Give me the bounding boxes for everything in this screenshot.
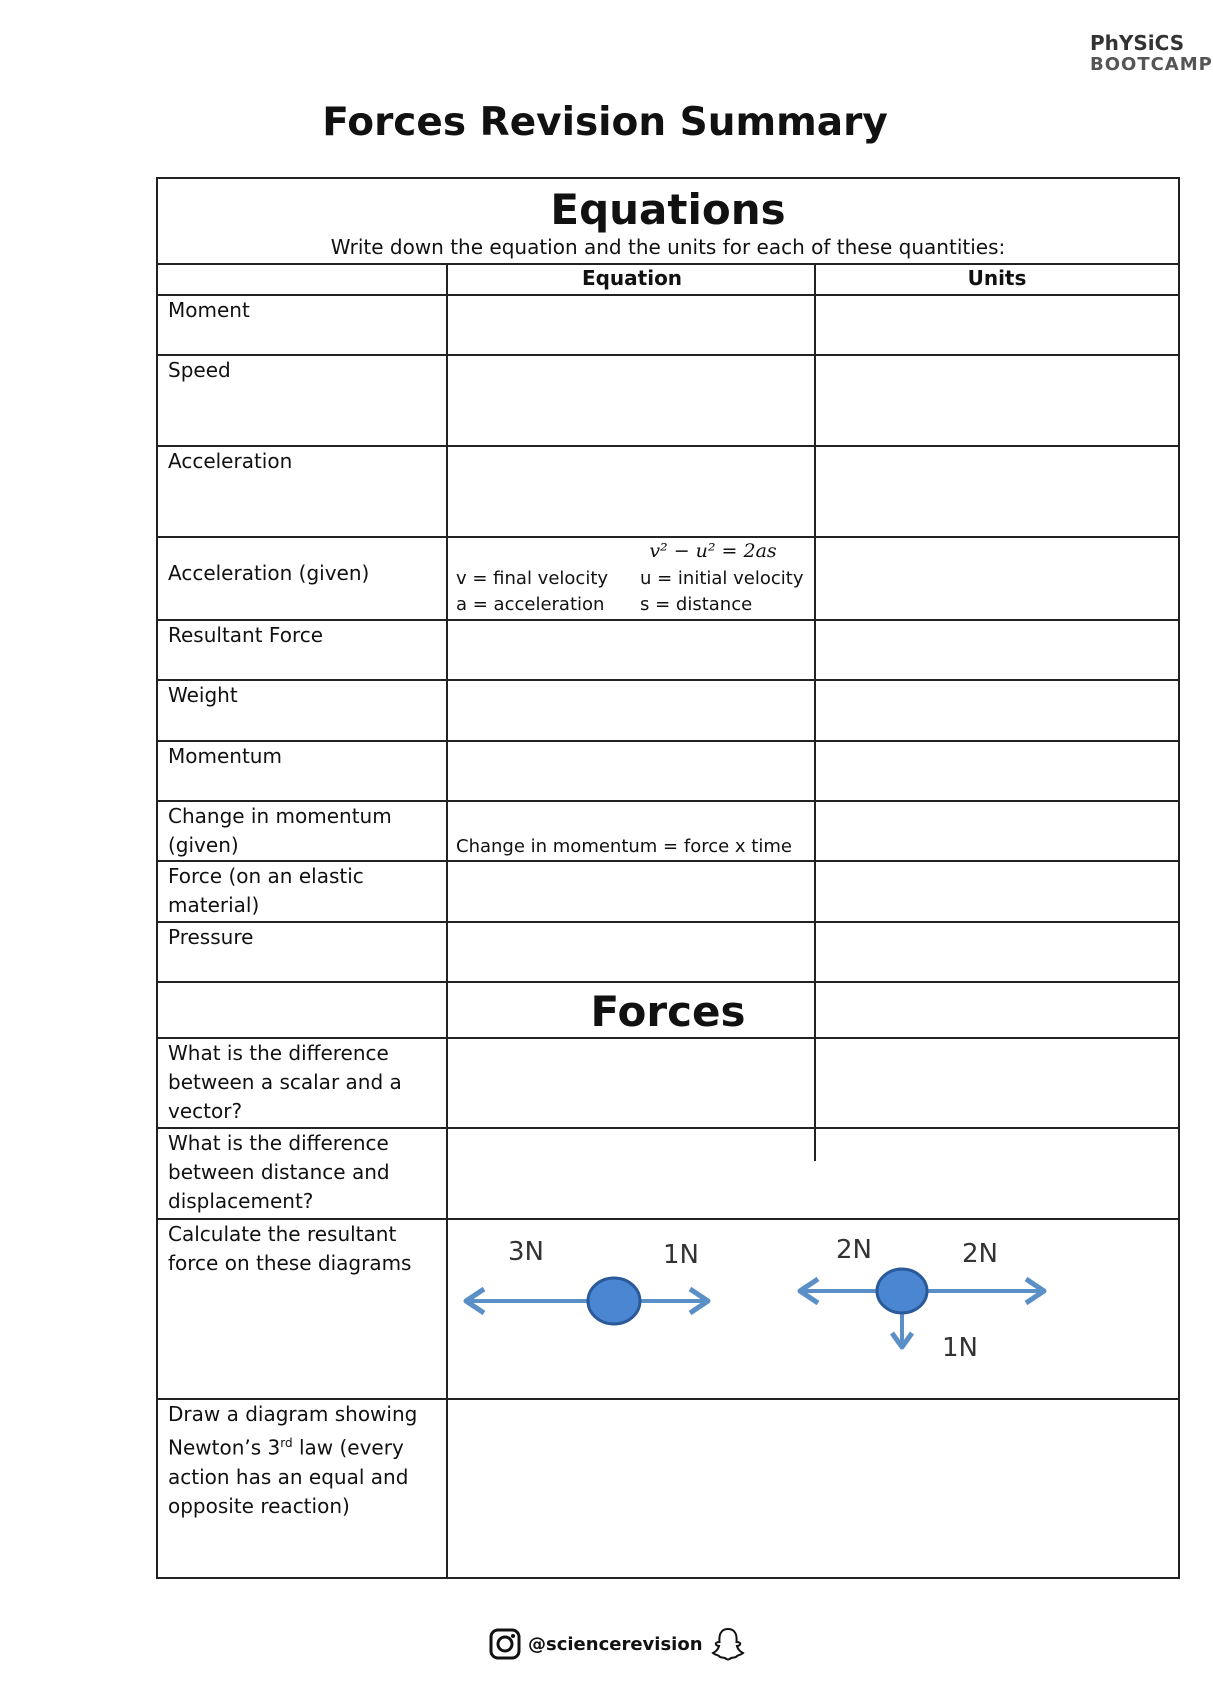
ball [877,1269,927,1313]
suvat-u-definition: u = initial velocity [640,568,804,589]
column-header-equation: Equation [581,266,683,290]
row-label-acceleration-given: Acceleration (given) [168,561,370,585]
newton-label-superscript: rd [280,1436,293,1450]
row-label-weight: Weight [168,683,238,707]
social-handle: @sciencerevision [528,1633,703,1655]
divider [158,981,1178,983]
suvat-v-definition: v = final velocity [456,568,609,589]
diagram2-left-force: 2N [836,1235,872,1265]
divider [446,1037,448,1579]
footer [488,1624,747,1664]
equations-instruction: Write down the equation and the units for each of these quantities: [330,235,1006,259]
page-title: Forces Revision Summary [322,100,888,145]
divider [158,263,1178,265]
force-diagram-2 [788,1219,1058,1349]
row-label-resultant-diagrams: Calculate the resultant force on these diagrams [168,1222,412,1275]
suvat-a-definition: a = acceleration [456,594,605,615]
snapchat-icon [709,1625,747,1663]
diagram2-right-force: 2N [962,1239,998,1269]
newton-label-part2: law (every action has an equal and opposite reaction) [168,1435,409,1518]
row-label-moment: Moment [168,298,250,322]
equations-heading: Equations [550,185,786,234]
column-header-units: Units [967,266,1027,290]
row-label-acceleration: Acceleration [168,449,293,473]
newton-label-part1: Draw a diagram showing Newton’s 3 [168,1402,418,1460]
diagram1-right-force: 1N [663,1240,699,1270]
logo-line1: PhYSiCS [1090,31,1185,55]
row-label-resultant-force: Resultant Force [168,623,324,647]
divider [158,536,1178,538]
diagram2-down-force: 1N [942,1333,978,1363]
logo-line2: BOOTCAMP [1090,54,1213,75]
momentum-given-equation: Change in momentum = force x time [456,836,792,857]
revision-table [156,177,1180,1579]
suvat-formula: v² − u² = 2as [649,540,777,562]
row-label-speed: Speed [168,358,231,382]
suvat-s-definition: s = distance [640,594,753,615]
row-label-momentum: Momentum [168,744,282,768]
row-label-change-in-momentum: Change in momentum (given) [168,804,392,857]
forces-heading: Forces [590,987,746,1036]
row-label-elastic-force: Force (on an elastic material) [168,864,364,917]
row-label-distance-displacement: What is the difference between distance and displacement? [168,1131,390,1213]
row-label-newtons-third-law [168,1400,438,1521]
instagram-icon [488,1627,522,1661]
diagram1-left-force: 3N [508,1237,544,1267]
ball [588,1278,640,1324]
physics-bootcamp-logo [1090,31,1213,76]
row-label-scalar-vector: What is the difference between a scalar and a vector? [168,1041,402,1123]
row-label-pressure: Pressure [168,925,254,949]
